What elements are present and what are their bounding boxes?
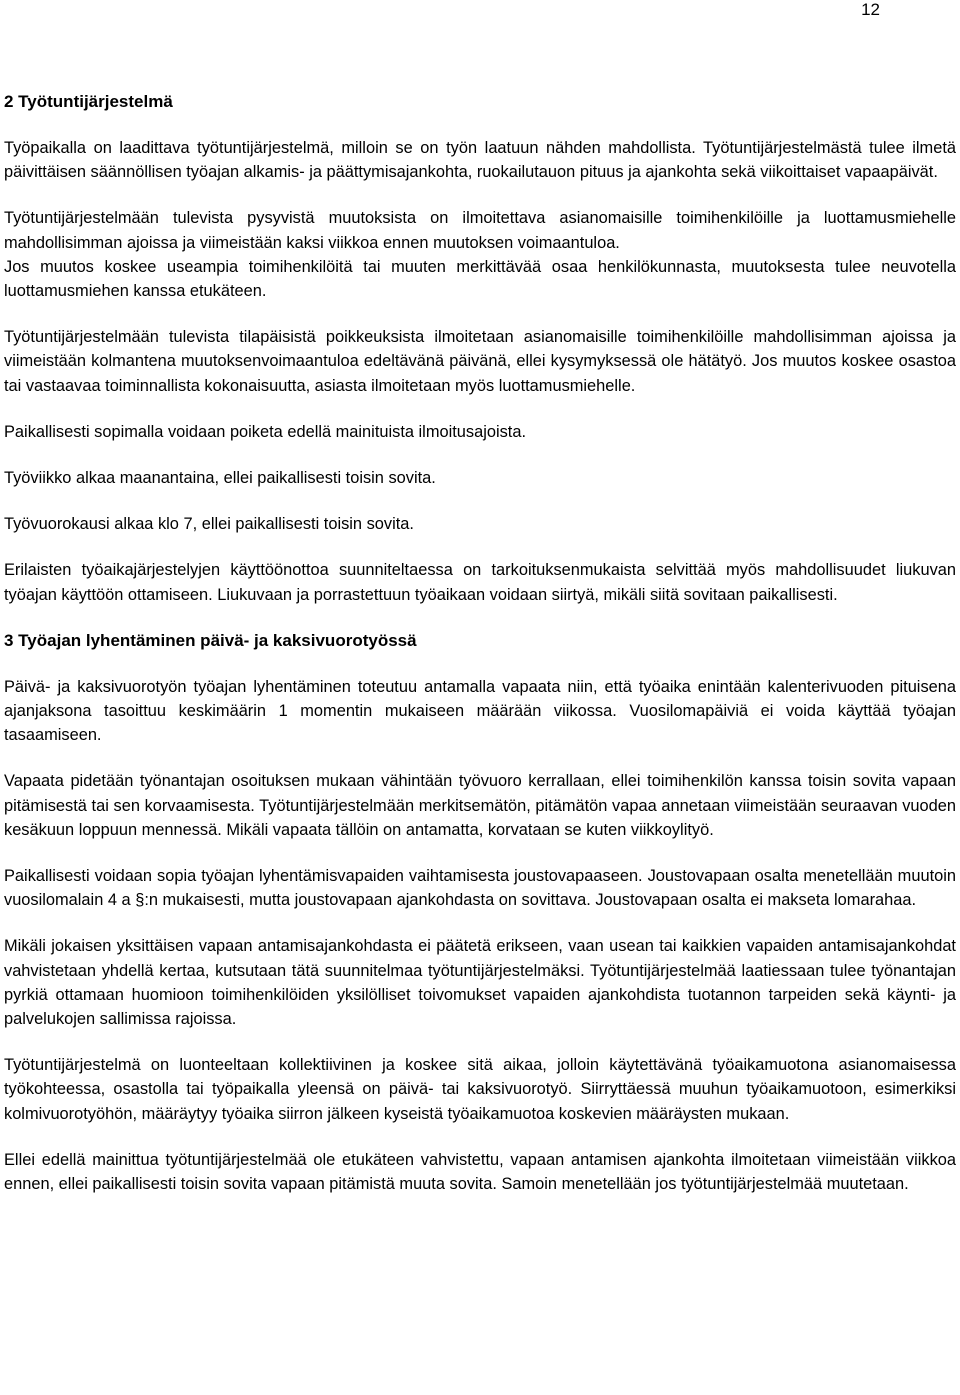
paragraph: Erilaisten työaikajärjestelyjen käyttöönottoa suunniteltaessa on tarkoituksenmukaista selvittää myös mahdollisuudet liukuvan työajan käyttöön ottamiseen. Liukuvaan ja porrastettuun työaikaan voidaan siirtyä, mikäli siitä sovitaan paikallisesti. <box>4 561 956 604</box>
paragraph: Vapaata pidetään työnantajan osoituksen mukaan vähintään työvuoro kerrallaan, ellei toimihenkilön kanssa toisin sovita vapaan pitämisestä tai sen korvaamisesta. Työtuntijärjestelmään merkitsemätön, pitämätön vapaa annetaan viimeistään seuraavan vuoden kesäkuun loppuun mennessä. Mikäli vapaata tällöin on antamatta, korvataan se kuten viikkoylityö. <box>4 772 956 839</box>
paragraph: Työpaikalla on laadittava työtuntijärjestelmä, milloin se on työn laatuun nähden mahdollista. Työtuntijärjestelmästä tulee ilmetä päivittäisen säännöllisen työajan alkamis- ja päättymisajankohta, ruokailutauon pituus ja ajankohta sekä viikoittaiset vapaapäivät. <box>4 139 956 182</box>
paragraph: Työtuntijärjestelmä on luonteeltaan kollektiivinen ja koskee sitä aikaa, jolloin käytettävänä työaikamuotona asianomaisessa työkohteessa, osastolla tai työpaikalla yleensä on päivä- tai kaksivuorotyö. Siirryttäessä muuhun työaikamuotoon, esimerkiksi kolmivuorotyöhön, määräytyy työaika siirron jälkeen kyseistä työaikamuotoa koskevien määräysten mukaan. <box>4 1056 956 1123</box>
paragraph: Työvuorokausi alkaa klo 7, ellei paikallisesti toisin sovita. <box>4 515 414 534</box>
paragraph: Mikäli jokaisen yksittäisen vapaan antamisajankohdasta ei päätetä erikseen, vaan usean tai kaikkien vapaiden antamisajankohdat vahvistetaan yhdellä kertaa, kutsutaan tätä suunnitelmaa työtuntijärjestelmäksi. Työtuntijärjestelmää laatiessaan tulee työnantajan pyrkiä ottamaan huomioon toimihenkilöiden yksilölliset toivomukset vapaiden ajankohdista tuotannon tarpeiden sekä käynti- ja palvelukojen sallimissa rajoissa. <box>4 937 956 1029</box>
paragraph: Jos muutos koskee useampia toimihenkilöitä tai muuten merkittävää osaa henkilökunnasta, muutoksesta tulee neuvotella luottamusmiehen kanssa etukäteen. <box>4 257 956 301</box>
document-body <box>4 90 956 1218</box>
paragraph: Paikallisesti sopimalla voidaan poiketa edellä mainituista ilmoitusajoista. <box>4 422 527 441</box>
page-number: 12 <box>861 0 880 19</box>
section-heading-3: 3 Työajan lyhentäminen päivä- ja kaksivuorotyössä <box>4 630 417 650</box>
paragraph: Paikallisesti voidaan sopia työajan lyhentämisvapaiden vaihtamisesta joustovapaaseen. Joustovapaan osalta menetellään muutoin vuosilomalain 4 a §:n mukaisesti, mutta joustovapaan ajankohdasta on sovittava. Joustovapaan osalta ei makseta lomarahaa. <box>4 867 956 910</box>
paragraph: Ellei edellä mainittua työtuntijärjestelmää ole etukäteen vahvistettu, vapaan antamisen ajankohta ilmoitetaan viimeistään viikkoa ennen, ellei paikallisesti toisin sovita vapaan pitämistä muuta sovita. Samoin menetellään jos työtuntijärjestelmää muutetaan. <box>4 1150 956 1194</box>
paragraph: Työtuntijärjestelmään tulevista tilapäisistä poikkeuksista ilmoitetaan asianomaisille toimihenkilöille mahdollisimman ajoissa ja viimeistään kolmantena muutoksenvoimaantuloa edeltävänä päivänä, ellei kysymyksessä ole hätätyö. Jos muutos koskee osastoa tai vastaavaa toiminnallista kokonaisuutta, asiasta ilmoitetaan myös luottamusmiehelle. <box>4 328 956 395</box>
paragraph: Työviikko alkaa maanantaina, ellei paikallisesti toisin sovita. <box>4 469 436 488</box>
section-heading-2: 2 Työtuntijärjestelmä <box>4 92 173 111</box>
paragraph: Päivä- ja kaksivuorotyön työajan lyhentäminen toteutuu antamalla vapaata niin, että työaika enintään kalenterivuoden pituisena ajanjaksona tasoittuu keskimäärin 1 momentin mukaiseen määrään viikossa. Vuosilomapäiviä ei voida käyttää työajan tasaamiseen. <box>4 677 956 745</box>
paragraph: Työtuntijärjestelmään tulevista pysyvistä muutoksista on ilmoitettava asianomaisille toimihenkilöille ja luottamusmiehelle mahdollisimman ajoissa ja viimeistään kaksi viikkoa ennen muutoksen voimaantuloa. <box>4 209 956 252</box>
